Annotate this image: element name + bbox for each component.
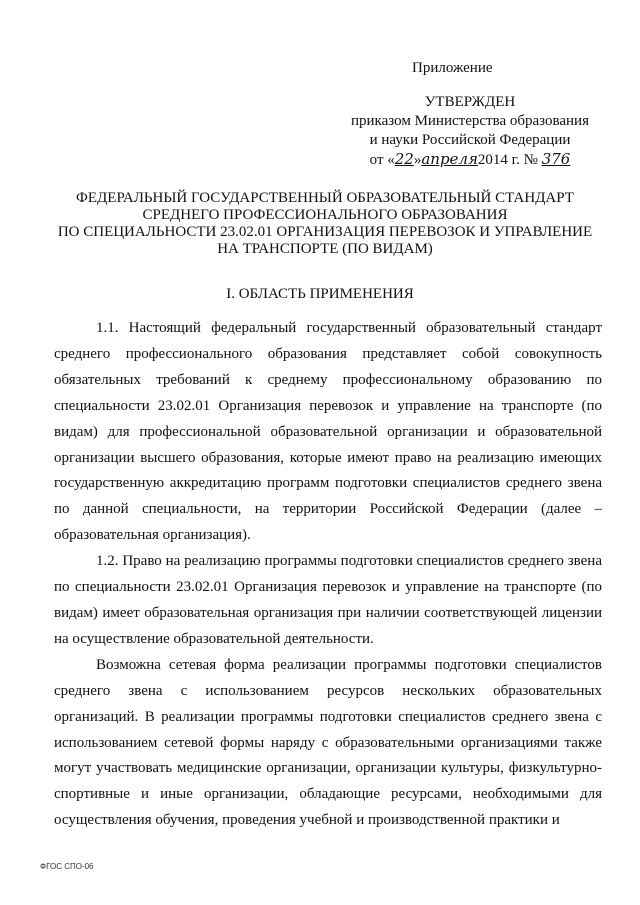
date-year: 2014 г. № — [477, 152, 538, 168]
order-date-line — [340, 150, 600, 170]
date-prefix: от « — [369, 152, 395, 168]
date-mid: » — [413, 152, 422, 168]
document-body — [54, 316, 602, 834]
paragraph-1-2: 1.2. Право на реализацию программы подготовки специалистов среднего звена по специальности 23.02.01 Организация перевозок и управление на транспорте (по видам) имеет образовательная организация при наличии соответствующей лицензии на осуществление образовательной деятельности. — [54, 553, 602, 647]
title-line-4: НА ТРАНСПОРТЕ (ПО ВИДАМ) — [217, 241, 433, 257]
order-line-1: приказом Министерства образования — [351, 113, 589, 129]
title-line-3: ПО СПЕЦИАЛЬНОСТИ 23.02.01 ОРГАНИЗАЦИЯ ПЕРЕВОЗОК И УПРАВЛЕНИЕ — [57, 224, 593, 240]
section-title: I. ОБЛАСТЬ ПРИМЕНЕНИЯ — [226, 286, 414, 302]
footer-code: ФГОС СПО-06 — [40, 862, 94, 871]
title-line-1: ФЕДЕРАЛЬНЫЙ ГОСУДАРСТВЕННЫЙ ОБРАЗОВАТЕЛЬНЫЙ СТАНДАРТ — [76, 190, 574, 206]
title-line-2: СРЕДНЕГО ПРОФЕССИОНАЛЬНОГО ОБРАЗОВАНИЯ — [142, 207, 508, 223]
order-number: 376 — [541, 150, 571, 168]
date-day: 22 — [394, 150, 414, 168]
order-line-2: и науки Российской Федерации — [369, 132, 571, 148]
approval-block — [340, 93, 600, 170]
date-month: апреля — [421, 150, 478, 168]
paragraph-1-1: 1.1. Настоящий федеральный государственный образовательный стандарт среднего профессионального образования представляет собой совокупность обязательных требований к среднему профессиональному образованию по специальности 23.02.01 Организация перевозок и управление на транспорте (по видам) для профессиональной образовательной организации и образовательной организации высшего образования, которые имеют право на реализацию имеющих государственную аккредитацию программ подготовки специалистов среднего звена по данной специальности, на территории Российской Федерации (далее – образовательная организация). — [54, 320, 602, 544]
standard-title — [40, 190, 610, 258]
appendix-label: Приложение — [412, 60, 493, 76]
paragraph-network-form: Возможна сетевая форма реализации программы подготовки специалистов среднего звена с использованием ресурсов нескольких образовательных организаций. В реализации программы подготовки специалистов среднего звена с использованием сетевой формы наряду с образовательными организациями также могут участвовать медицинские организации, организации культуры, физкультурно-спортивные и иные организации, обладающие ресурсами, необходимыми для осуществления обучения, проведения учебной и производственной практики и — [54, 656, 602, 829]
approved-label: УТВЕРЖДЕН — [424, 94, 516, 110]
